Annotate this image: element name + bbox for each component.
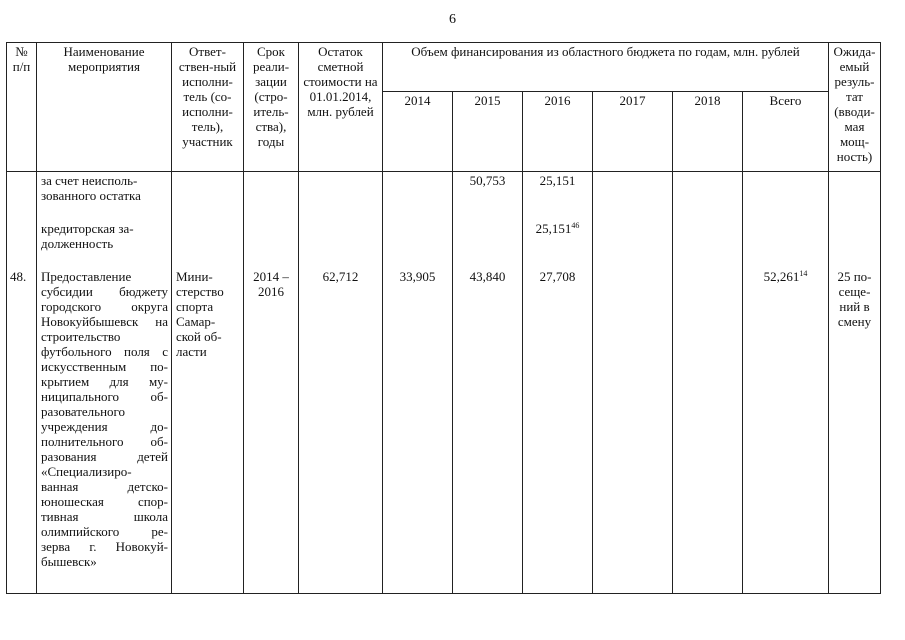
- header-year-2017: 2017: [593, 92, 673, 172]
- header-result: Ожида-емый резуль-тат (вводи-мая мощ-ность): [829, 43, 881, 172]
- row-total-footnote: 14: [799, 268, 808, 278]
- row-2015: [453, 220, 523, 268]
- header-funding: Объем финансирования из областного бюджета по годам, млн. рублей: [383, 43, 829, 92]
- row-total: [743, 268, 829, 594]
- row-executor: [172, 220, 244, 268]
- row-2016: [523, 172, 593, 220]
- header-balance: Остаток сметной стоимости на 01.01.2014, млн. рублей: [299, 43, 383, 172]
- header-year-2015: 2015: [453, 92, 523, 172]
- row-2014: 33,905: [383, 268, 453, 594]
- table-row: [7, 220, 881, 268]
- row-2016: [523, 268, 593, 594]
- row-term: 2014 – 2016: [244, 268, 299, 594]
- row-total-value: 52,261: [763, 268, 800, 284]
- row-2017: [593, 268, 673, 594]
- row-name: за счет неисполь-зованного остатка: [37, 172, 172, 220]
- row-num: [7, 220, 37, 268]
- table-row: [7, 268, 881, 594]
- table-row: [7, 172, 881, 220]
- row-name: Предоставление субсидии бюджету городского округа Новокуйбышевск на строительство футбольного поля с искусственным по-крытием для му-ниципального об-разовательного учреждения до-полнительного об-разования детей «Специализиро-ванная детско-юношеская спор-тивная школа олимпийского ре-зерва г. Новокуй-бышевск»: [37, 268, 172, 594]
- header-name: Наименование мероприятия: [37, 43, 172, 172]
- row-result: [829, 172, 881, 220]
- row-result: [829, 220, 881, 268]
- row-result: 25 по-сеще-ний в смену: [829, 268, 881, 594]
- row-executor: [172, 172, 244, 220]
- row-2016-value: 25,151: [535, 220, 572, 236]
- row-num: [7, 172, 37, 220]
- row-term: [244, 172, 299, 220]
- row-2016-value: 27,708: [539, 268, 576, 284]
- row-total: [743, 220, 829, 268]
- row-2016-value: 25,151: [539, 173, 576, 188]
- row-name: кредиторская за-долженность: [37, 220, 172, 268]
- funding-table: [6, 42, 881, 594]
- header-year-2016: 2016: [523, 92, 593, 172]
- header-year-2018: 2018: [673, 92, 743, 172]
- row-2017: [593, 220, 673, 268]
- row-2017: [593, 172, 673, 220]
- row-term: [244, 220, 299, 268]
- row-2015: 43,840: [453, 268, 523, 594]
- row-2018: [673, 172, 743, 220]
- row-num: 48.: [7, 268, 37, 594]
- header-executor: Ответ-ствен-ный исполни-тель (со-исполни-тель), участник: [172, 43, 244, 172]
- row-balance: [299, 220, 383, 268]
- row-2016-footnote: 46: [571, 220, 580, 230]
- row-balance: 62,712: [299, 268, 383, 594]
- header-num: № п/п: [7, 43, 37, 172]
- row-balance: [299, 172, 383, 220]
- row-executor: Мини-стерство спорта Самар-ской об-ласти: [172, 268, 244, 594]
- row-total: [743, 172, 829, 220]
- row-2016: [523, 220, 593, 268]
- header-term: Срок реали-зации (стро-итель-ства), годы: [244, 43, 299, 172]
- row-2014: [383, 172, 453, 220]
- row-2018: [673, 268, 743, 594]
- row-2018: [673, 220, 743, 268]
- row-2015: 50,753: [453, 172, 523, 220]
- row-2014: [383, 220, 453, 268]
- header-year-2014: 2014: [383, 92, 453, 172]
- page-number: 6: [449, 12, 456, 27]
- header-total: Всего: [743, 92, 829, 172]
